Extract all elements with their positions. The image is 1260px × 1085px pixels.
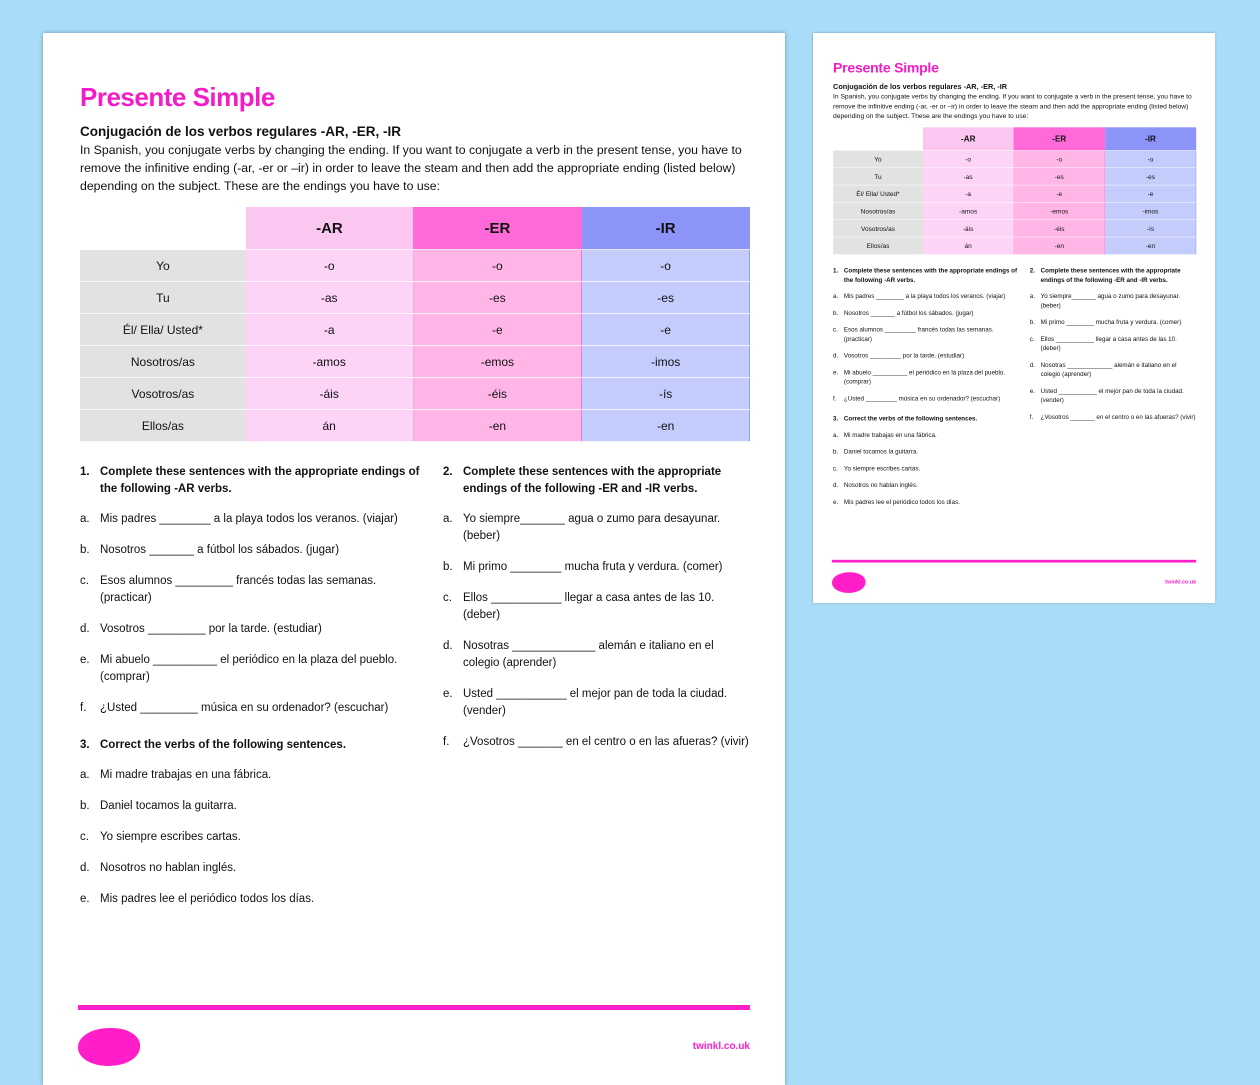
exercise-prompt [80, 464, 420, 498]
exercise-item [80, 573, 420, 607]
item-sentence: Mi primo ________ mucha fruta y verdura. (comer) [1040, 319, 1182, 326]
exercise-item [1030, 335, 1196, 353]
subject-cell: Ellos/as [80, 410, 246, 442]
item-letter: f. [80, 702, 87, 714]
subject-cell: Nosotros/as [80, 346, 246, 378]
exercise-1 [80, 464, 420, 717]
exercises-right-column [443, 464, 750, 922]
item-letter: a. [80, 769, 90, 781]
exercise-1 [833, 267, 1017, 404]
exercise-item [80, 860, 420, 877]
item-sentence: Mi primo ________ mucha fruta y verdura. (comer) [463, 561, 723, 573]
ending-cell: -o [923, 150, 1014, 167]
item-sentence: Nosotros no hablan inglés. [843, 482, 918, 489]
table-row [833, 237, 1196, 254]
item-sentence: Esos alumnos _________ francés todas las semanas. (practicar) [100, 575, 377, 604]
ending-cell: -e [1105, 185, 1196, 202]
exercise-3 [833, 415, 1017, 508]
exercise-item [443, 590, 750, 624]
subject-cell: Yo [833, 150, 923, 167]
ending-cell: -emos [413, 346, 582, 378]
exercises-left-column [833, 267, 1017, 515]
exercise-item [443, 734, 750, 751]
item-letter: b. [833, 309, 839, 317]
exercise-item [833, 431, 1017, 440]
exercise-item [80, 829, 420, 846]
item-sentence: Esos alumnos _________ francés todas las semanas. (practicar) [843, 326, 994, 343]
item-sentence: Nosotros no hablan inglés. [100, 862, 237, 874]
footer-divider [832, 560, 1196, 563]
ending-cell: -éis [413, 378, 582, 410]
item-letter: c. [80, 575, 89, 587]
ending-cell: -es [582, 282, 750, 314]
table-header-row [80, 207, 750, 250]
ending-cell: -imos [1105, 202, 1196, 219]
twinkl-logo [832, 572, 866, 593]
exercise-instruction: Complete these sentences with the appropriate endings of the following -AR verbs. [843, 267, 1018, 284]
item-letter: f. [833, 395, 837, 403]
ending-cell: -e [1014, 185, 1105, 202]
worksheet-page-preview-small [813, 33, 1215, 603]
exercise-number: 1. [80, 466, 90, 478]
column-header: -ER [1014, 127, 1105, 150]
item-letter: d. [1029, 361, 1035, 369]
item-letter: c. [80, 831, 89, 843]
exercise-2 [1030, 267, 1196, 423]
ending-cell: -áis [246, 378, 413, 410]
exercises-right-column [1030, 267, 1196, 515]
exercise-item [833, 352, 1017, 361]
exercise-item [80, 542, 420, 559]
ending-cell: -amos [923, 202, 1014, 219]
item-sentence: Nosotros _______ a fútbol los sábados. (jugar) [843, 309, 974, 317]
item-sentence: Mis padres ________ a la playa todos los veranos. (viajar) [843, 293, 1006, 300]
exercise-item [443, 686, 750, 720]
table-body [833, 150, 1196, 254]
ending-cell: -o [246, 250, 413, 282]
ending-cell: -ís [1105, 220, 1196, 237]
ending-cell: -as [923, 168, 1014, 185]
page-subtitle: Conjugación de los verbos regulares -AR, -ER, -IR [833, 82, 1008, 91]
item-sentence: ¿Vosotros _______ en el centro o en las afueras? (vivir) [463, 736, 749, 748]
item-letter: b. [1029, 319, 1035, 326]
ending-cell: -o [1014, 150, 1105, 167]
ending-cell: -a [923, 185, 1014, 202]
ending-cell: -en [413, 410, 582, 442]
item-sentence: ¿Usted _________ música en su ordenador? (escuchar) [843, 395, 1001, 403]
item-letter: d. [80, 862, 90, 874]
exercise-number: 3. [80, 739, 90, 751]
table-row [833, 168, 1196, 185]
ending-cell: -as [246, 282, 413, 314]
item-letter: a. [443, 513, 453, 525]
exercise-item [1030, 387, 1196, 405]
item-letter: d. [833, 482, 839, 489]
item-sentence: Ellos ___________ llegar a casa antes de las 10. (deber) [463, 592, 715, 621]
exercise-item [833, 448, 1017, 457]
subject-cell: Vosotros/as [833, 220, 923, 237]
page-subtitle: Conjugación de los verbos regulares -AR, -ER, -IR [80, 124, 402, 139]
exercise-item [80, 767, 420, 784]
exercise-item [80, 700, 420, 717]
subject-cell: Yo [80, 250, 246, 282]
worksheet-content [80, 81, 750, 922]
exercise-prompt [833, 415, 1017, 424]
item-sentence: Yo siempre escribes cartas. [843, 465, 921, 473]
conjugation-table [833, 127, 1196, 254]
item-sentence: Vosotros _________ por la tarde. (estudiar) [843, 352, 965, 360]
table-row [80, 410, 750, 442]
exercise-instruction: Correct the verbs of the following sentences. [100, 739, 347, 751]
exercise-number: 2. [443, 466, 453, 478]
ending-cell: -imos [582, 346, 750, 378]
footer-website: twinkl.co.uk [1165, 579, 1197, 586]
table-body [80, 250, 750, 442]
exercise-item [1030, 318, 1196, 327]
item-letter: e. [833, 369, 839, 377]
exercise-2 [443, 464, 750, 751]
item-sentence: Yo siempre_______ agua o zumo para desayunar. (beber) [1040, 293, 1181, 309]
ending-cell: -es [1014, 168, 1105, 185]
exercise-item [80, 652, 420, 686]
table-row [833, 220, 1196, 237]
exercise-item [833, 368, 1017, 386]
item-letter: e. [80, 893, 90, 905]
table-row [80, 346, 750, 378]
exercise-item [833, 395, 1017, 404]
ending-cell: -es [413, 282, 582, 314]
exercise-item [443, 511, 750, 545]
item-letter: e. [1029, 388, 1035, 395]
exercise-instruction: Complete these sentences with the appropriate endings of the following -ER and -IR verbs. [1040, 267, 1181, 284]
item-letter: c. [1029, 335, 1035, 343]
exercise-item [833, 498, 1017, 507]
exercise-3 [80, 737, 420, 908]
exercise-number: 1. [833, 267, 839, 275]
ending-cell: án [923, 237, 1014, 254]
table-row [833, 202, 1196, 219]
ending-cell: -ís [582, 378, 750, 410]
ending-cell: -es [1105, 168, 1196, 185]
worksheet-page-preview-large [43, 33, 785, 1085]
intro-paragraph: In Spanish, you conjugate verbs by changing the ending. If you want to conjugate a verb in the present tense, you have to remove the infinitive ending (-ar, -er or –ir) in order to leave the steam and then add the appropriate ending (listed below) depending on the subject. These are the endings you have to use: [80, 143, 742, 193]
table-row [833, 185, 1196, 202]
item-sentence: ¿Vosotros _______ en el centro o en las afueras? (vivir) [1040, 414, 1196, 421]
exercise-item [80, 891, 420, 908]
subject-cell: Tu [80, 282, 246, 314]
table-header-row [833, 127, 1196, 150]
item-letter: b. [80, 544, 90, 556]
item-sentence: Nosotras _____________ alemán e italiano en el colegio (aprender) [463, 640, 714, 669]
item-letter: f. [443, 736, 450, 748]
exercise-instruction: Correct the verbs of the following sentences. [843, 415, 978, 423]
item-letter: e. [80, 654, 90, 666]
exercise-item [833, 326, 1017, 344]
item-letter: a. [833, 293, 839, 300]
exercise-item [80, 511, 420, 528]
exercise-item [833, 292, 1017, 301]
empty-header [80, 207, 246, 250]
subject-cell: Nosotros/as [833, 202, 923, 219]
page-title: Presente Simple [833, 59, 939, 76]
item-letter: c. [833, 326, 838, 334]
ending-cell: -éis [1014, 220, 1105, 237]
exercise-item [833, 309, 1017, 318]
item-sentence: Yo siempre escribes cartas. [100, 831, 241, 843]
table-row [833, 150, 1196, 167]
subject-cell: Tu [833, 168, 923, 185]
exercise-item [443, 559, 750, 576]
exercise-item [1030, 292, 1196, 310]
ending-cell: -en [582, 410, 750, 442]
item-letter: d. [833, 352, 839, 360]
table-row [80, 314, 750, 346]
column-header: -AR [923, 127, 1014, 150]
ending-cell: -e [413, 314, 582, 346]
item-letter: a. [833, 431, 839, 439]
ending-cell: -o [582, 250, 750, 282]
item-sentence: Nosotras _____________ alemán e italiano en el colegio (aprender) [1040, 361, 1177, 378]
ending-cell: -en [1105, 237, 1196, 254]
item-sentence: Yo siempre_______ agua o zumo para desayunar. (beber) [463, 513, 721, 542]
footer-website: twinkl.co.uk [692, 1041, 750, 1052]
page-title: Presente Simple [80, 82, 275, 112]
ending-cell: -amos [246, 346, 413, 378]
subject-cell: Él/ Ella/ Usted* [833, 185, 923, 202]
item-sentence: Mis padres lee el periódico todos los días. [843, 499, 960, 506]
column-header: -AR [246, 207, 413, 250]
ending-cell: -emos [1014, 202, 1105, 219]
item-letter: f. [1029, 414, 1034, 421]
exercise-prompt [1030, 267, 1196, 285]
exercise-prompt [443, 464, 750, 498]
item-sentence: Vosotros _________ por la tarde. (estudiar) [100, 623, 322, 635]
item-sentence: Ellos ___________ llegar a casa antes de las 10. (deber) [1040, 335, 1177, 352]
exercises [80, 464, 750, 922]
subject-cell: Él/ Ella/ Usted* [80, 314, 246, 346]
intro-paragraph: In Spanish, you conjugate verbs by changing the ending. If you want to conjugate a verb in the present tense, you have to remove the infinitive ending (-ar, -er or –ir) in order to leave the steam and then add the appropriate ending (listed below) depending on the subject. These are the endings you have to use: [833, 92, 1192, 120]
item-sentence: Mis padres lee el periódico todos los días. [100, 893, 315, 905]
item-sentence: Nosotros _______ a fútbol los sábados. (jugar) [100, 544, 340, 556]
item-letter: d. [443, 640, 453, 652]
item-letter: a. [1029, 293, 1035, 300]
subject-cell: Vosotros/as [80, 378, 246, 410]
item-letter: c. [443, 592, 452, 604]
ending-cell: -áis [923, 220, 1014, 237]
item-sentence: Mi madre trabajas en una fábrica. [100, 769, 272, 781]
exercise-item [80, 798, 420, 815]
item-sentence: Mi abuelo __________ el periódico en la plaza del pueblo. (comprar) [843, 369, 1006, 386]
exercise-number: 2. [1029, 267, 1035, 275]
exercise-item [1030, 413, 1196, 422]
ending-cell: -o [413, 250, 582, 282]
exercise-item [1030, 361, 1196, 379]
item-letter: b. [443, 561, 453, 573]
item-sentence: Usted ___________ el mejor pan de toda la ciudad. (vender) [463, 688, 728, 717]
item-sentence: Mi madre trabajas en una fábrica. [843, 431, 937, 439]
exercises [833, 267, 1196, 515]
column-header: -IR [582, 207, 750, 250]
subject-cell: Ellos/as [833, 237, 923, 254]
ending-cell: -en [1014, 237, 1105, 254]
ending-cell: án [246, 410, 413, 442]
item-letter: b. [833, 448, 839, 456]
exercise-item [833, 464, 1017, 473]
worksheet-content [833, 59, 1196, 515]
table-row [80, 282, 750, 314]
item-letter: b. [80, 800, 90, 812]
twinkl-logo [78, 1028, 140, 1066]
column-header: -IR [1105, 127, 1196, 150]
item-letter: a. [80, 513, 90, 525]
table-row [80, 250, 750, 282]
ending-cell: -o [1105, 150, 1196, 167]
footer-divider [78, 1005, 750, 1010]
exercise-instruction: Complete these sentences with the appropriate endings of the following -ER and -IR verbs. [463, 466, 722, 495]
item-letter: c. [833, 465, 838, 473]
ending-cell: -e [582, 314, 750, 346]
conjugation-table [80, 207, 750, 442]
item-sentence: Usted ___________ el mejor pan de toda la ciudad. (vender) [1040, 388, 1184, 404]
exercise-number: 3. [833, 415, 839, 423]
table-row [80, 378, 750, 410]
item-sentence: Mi abuelo __________ el periódico en la plaza del pueblo. (comprar) [100, 654, 398, 683]
exercise-item [443, 638, 750, 672]
column-header: -ER [413, 207, 582, 250]
item-sentence: Mis padres ________ a la playa todos los veranos. (viajar) [100, 513, 398, 525]
item-letter: d. [80, 623, 90, 635]
exercise-prompt [80, 737, 420, 754]
item-letter: e. [833, 499, 839, 506]
item-sentence: Daniel tocamos la guitarra. [100, 800, 237, 812]
item-letter: e. [443, 688, 453, 700]
item-sentence: ¿Usted _________ música en su ordenador? (escuchar) [100, 702, 389, 714]
exercise-instruction: Complete these sentences with the appropriate endings of the following -AR verbs. [100, 466, 420, 495]
exercise-prompt [833, 267, 1017, 285]
ending-cell: -a [246, 314, 413, 346]
exercise-item [833, 481, 1017, 490]
item-sentence: Daniel tocamos la guitarra. [843, 448, 919, 456]
exercises-left-column [80, 464, 420, 922]
empty-header [833, 127, 923, 150]
